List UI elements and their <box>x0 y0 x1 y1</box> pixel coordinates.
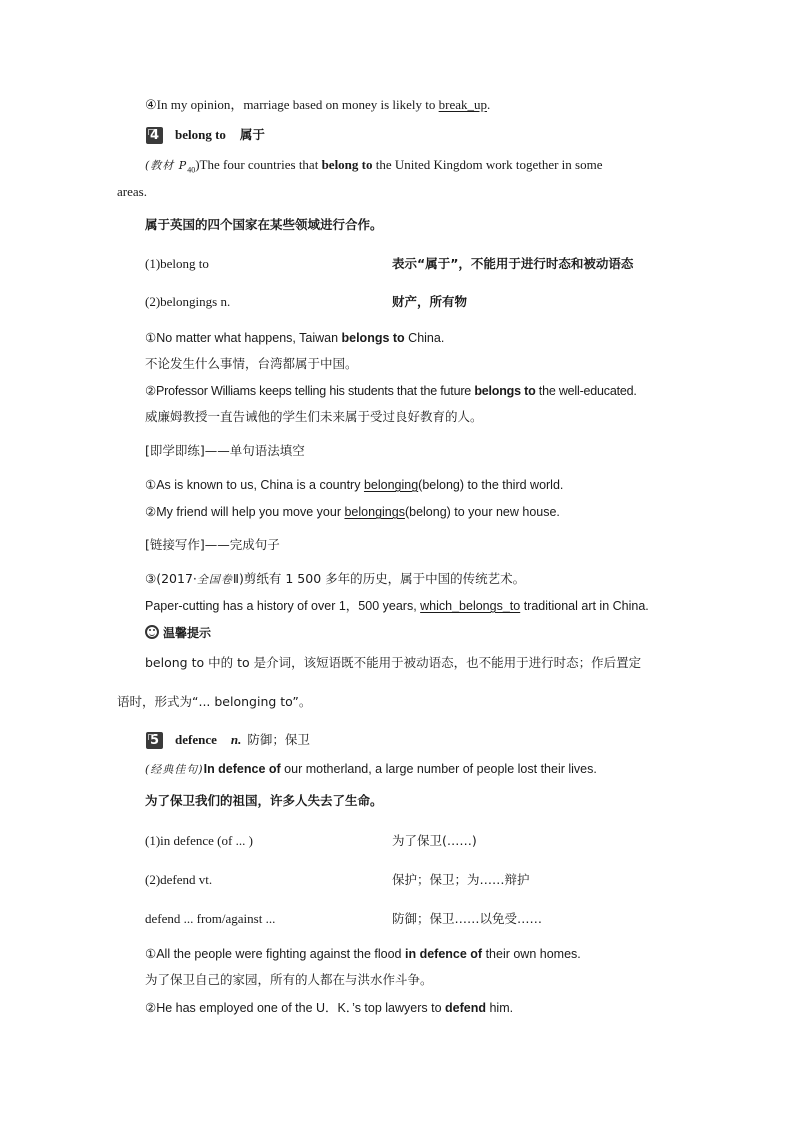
smiley-icon <box>145 625 159 639</box>
answer-blank: which_belongs_to <box>420 599 521 613</box>
practice-item-1: ①As is known to us, China is a country belonging(belong) to the third world. <box>145 478 564 492</box>
source-tag: (教材 P <box>145 159 188 172</box>
usage-term-1: (1)in defence (of ... ) <box>145 833 253 848</box>
section-meaning: 属于 <box>239 127 265 142</box>
tip-line-2: 语时，形式为“... belonging to”。 <box>117 694 312 709</box>
writing-title: [链接写作]——完成句子 <box>145 537 280 552</box>
answer-blank: belongings <box>344 505 405 519</box>
practice-item-2: ②My friend will help you move your belongings(belong) to your new house. <box>145 505 560 519</box>
example-2: ②Professor Williams keeps telling his students that the future belongs to the well-educated. <box>145 384 637 398</box>
usage-term-1: (1)belong to <box>145 256 209 271</box>
section-5-heading <box>146 731 310 750</box>
example-2-translation: 威廉姆教授一直告诫他的学生们未来属于受过良好教育的人。 <box>145 409 483 424</box>
writing-prompt: ③(2017·全国卷Ⅱ)剪纸有 1 500 多年的历史，属于中国的传统艺术。 <box>145 571 526 586</box>
usage-desc-2: 保护；保卫；为……辩护 <box>392 872 530 887</box>
section-pos: n. <box>230 732 242 747</box>
answer-blank: belonging <box>363 478 419 492</box>
example-1-translation: 不论发生什么事情，台湾都属于中国。 <box>145 356 358 371</box>
source-tag: (经典佳句) <box>145 763 204 776</box>
answer-blank: break_up <box>438 97 488 112</box>
section-number-badge: 4 <box>146 127 163 144</box>
example-2: ②He has employed one of the U．K．’s top lawyers to defend him. <box>145 1001 514 1015</box>
usage-desc-1: 表示“属于”，不能用于进行时态和被动语态 <box>392 256 634 271</box>
usage-term-3: defend ... from/against ... <box>145 911 276 926</box>
source-sentence: (教材 $P_{40})The$ four countries that belong to the United Kingdom work together in some <box>145 157 603 175</box>
source-sentence-cont: areas. <box>117 184 147 199</box>
tip-heading <box>145 624 211 643</box>
exam-tag: 全国卷 <box>196 573 233 586</box>
example-number: ④ <box>145 97 157 112</box>
source-sentence: (经典佳句)In defence of our motherland, a large number of people lost their lives. <box>145 762 597 776</box>
practice-title: [即学即练]——单句语法填空 <box>145 443 305 458</box>
example-1-translation: 为了保卫自己的家园，所有的人都在与洪水作斗争。 <box>145 972 433 987</box>
source-translation: 属于英国的四个国家在某些领域进行合作。 <box>145 217 383 232</box>
tip-line-1: belong to 中的 to 是介词，该短语既不能用于被动语态，也不能用于进行时态；作后置定 <box>145 655 642 670</box>
example-1: ①All the people were fighting against the flood in defence of their own homes. <box>145 947 581 961</box>
writing-answer: Paper-cutting has a history of over 1，500 years, which_belongs_to traditional art in China. <box>145 599 649 613</box>
usage-desc-3: 防御；保卫……以免受…… <box>392 911 543 926</box>
example-1: ①No matter what happens, Taiwan belongs to China. <box>145 331 445 345</box>
section-number-badge: 5 <box>146 732 163 749</box>
section-meaning: 防御；保卫 <box>247 732 310 747</box>
usage-desc-1: 为了保卫(……) <box>392 833 477 848</box>
section-phrase: belong to <box>175 127 226 142</box>
section-4-heading <box>146 126 265 145</box>
section-word: defence <box>175 732 217 747</box>
usage-term-2: (2)defend vt. <box>145 872 213 887</box>
tip-title: 温馨提示 <box>163 626 212 640</box>
usage-desc-2: 财产，所有物 <box>392 294 468 309</box>
source-translation: 为了保卫我们的祖国，许多人失去了生命。 <box>145 793 383 808</box>
breakup-example: ④In my opinion，marriage based on money is likely to break_up. <box>145 97 491 112</box>
usage-term-2: (2)belongings n. <box>145 294 231 309</box>
